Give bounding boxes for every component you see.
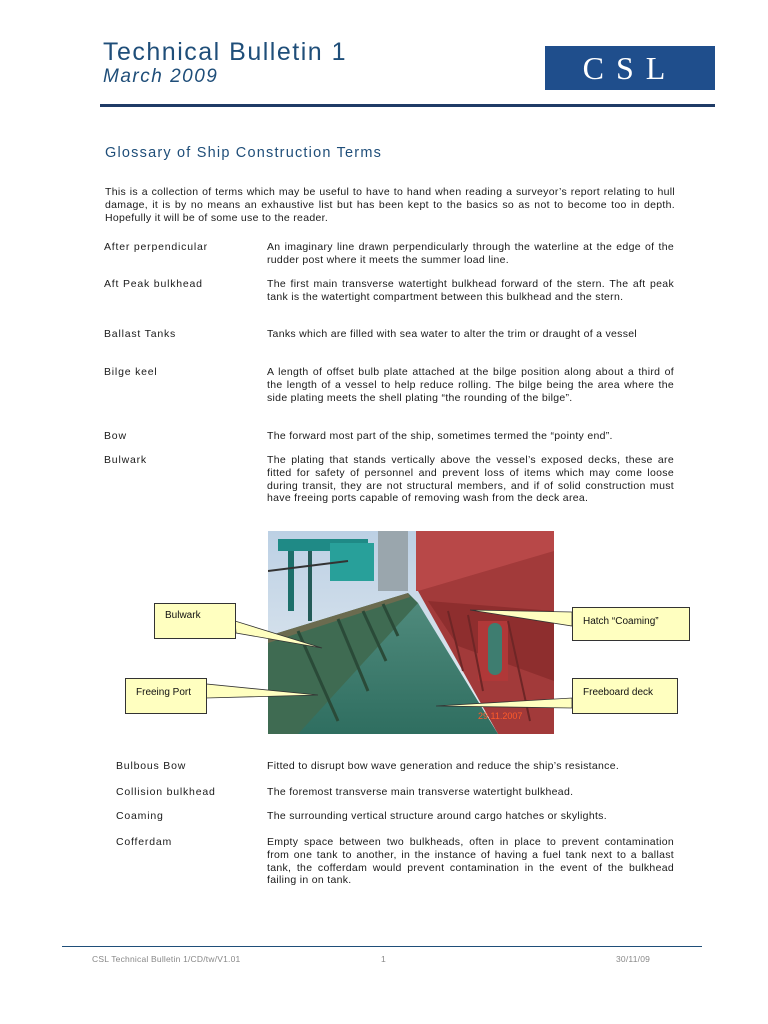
footer-page-number: 1 bbox=[381, 954, 386, 964]
footer-date: 30/11/09 bbox=[616, 954, 651, 964]
callout-bulwark: Bulwark bbox=[154, 603, 236, 639]
glossary-term: Collision bulkhead bbox=[116, 786, 216, 798]
glossary-definition: The foremost transverse main transverse watertight bulkhead. bbox=[267, 786, 574, 798]
glossary-term: Bulwark bbox=[104, 454, 147, 466]
bulletin-title: Technical Bulletin 1 bbox=[103, 38, 348, 66]
glossary-term: After perpendicular bbox=[104, 241, 208, 253]
bulletin-date: March 2009 bbox=[103, 66, 219, 87]
glossary-definition: A length of offset bulb plate attached at the bilge position along about a third of the length of a vessel to help reduce rolling. The bilge being the area where the side plating meets the shell plating “the rounding of the bilge”. bbox=[267, 366, 674, 404]
glossary-definition: The surrounding vertical structure around cargo hatches or skylights. bbox=[267, 810, 607, 822]
footer-doc-ref: CSL Technical Bulletin 1/CD/tw/V1.01 bbox=[92, 954, 241, 964]
glossary-definition: The first main transverse watertight bulkhead forward of the stern. The aft peak tank is the watertight compartment between this bulkhead and the stern. bbox=[267, 278, 674, 303]
glossary-definition: Fitted to disrupt bow wave generation and reduce the ship’s resistance. bbox=[267, 760, 620, 772]
glossary-definition: An imaginary line drawn perpendicularly through the waterline at the edge of the rudder post where it meets the summer load line. bbox=[267, 241, 674, 266]
intro-paragraph: This is a collection of terms which may be useful to have to hand when reading a surveyor’s report relating to hull damage, it is by no means an exhaustive list but has been kept to the basics so as not to become too in depth. Hopefully it will be of some use to the reader. bbox=[105, 186, 675, 224]
glossary-term: Bulbous Bow bbox=[116, 760, 187, 772]
glossary-definition: The plating that stands vertically above the vessel’s exposed decks, these are fitted for safety of personnel and prevent loss of items which may come loose during transit, they are not structural members, and if of solid construction must have freeing ports capable of removing wash from the deck area. bbox=[267, 454, 674, 505]
glossary-definition: Empty space between two bulkheads, often in place to prevent contamination from one tank to another, in the instance of having a fuel tank next to a ballast tank, the cofferdam would prevent contamination in the event of the bulkhead failing in on tank. bbox=[267, 836, 674, 887]
glossary-term: Ballast Tanks bbox=[104, 328, 177, 340]
callout-hatch-coaming: Hatch “Coaming” bbox=[572, 607, 690, 641]
glossary-definition: The forward most part of the ship, sometimes termed the “pointy end”. bbox=[267, 430, 613, 442]
csl-logo: CSL bbox=[545, 46, 715, 90]
callout-freeing-port: Freeing Port bbox=[125, 678, 207, 714]
glossary-definition: Tanks which are filled with sea water to alter the trim or draught of a vessel bbox=[267, 328, 638, 340]
callout-freeboard-deck: Freeboard deck bbox=[572, 678, 678, 714]
footer-rule bbox=[62, 946, 702, 947]
glossary-term: Coaming bbox=[116, 810, 164, 822]
glossary-term: Aft Peak bulkhead bbox=[104, 278, 203, 290]
section-heading: Glossary of Ship Construction Terms bbox=[105, 145, 383, 161]
glossary-term: Bilge keel bbox=[104, 366, 158, 378]
glossary-term: Cofferdam bbox=[116, 836, 173, 848]
glossary-term: Bow bbox=[104, 430, 127, 442]
photo-date-stamp: 29.11.2007 bbox=[478, 711, 523, 721]
